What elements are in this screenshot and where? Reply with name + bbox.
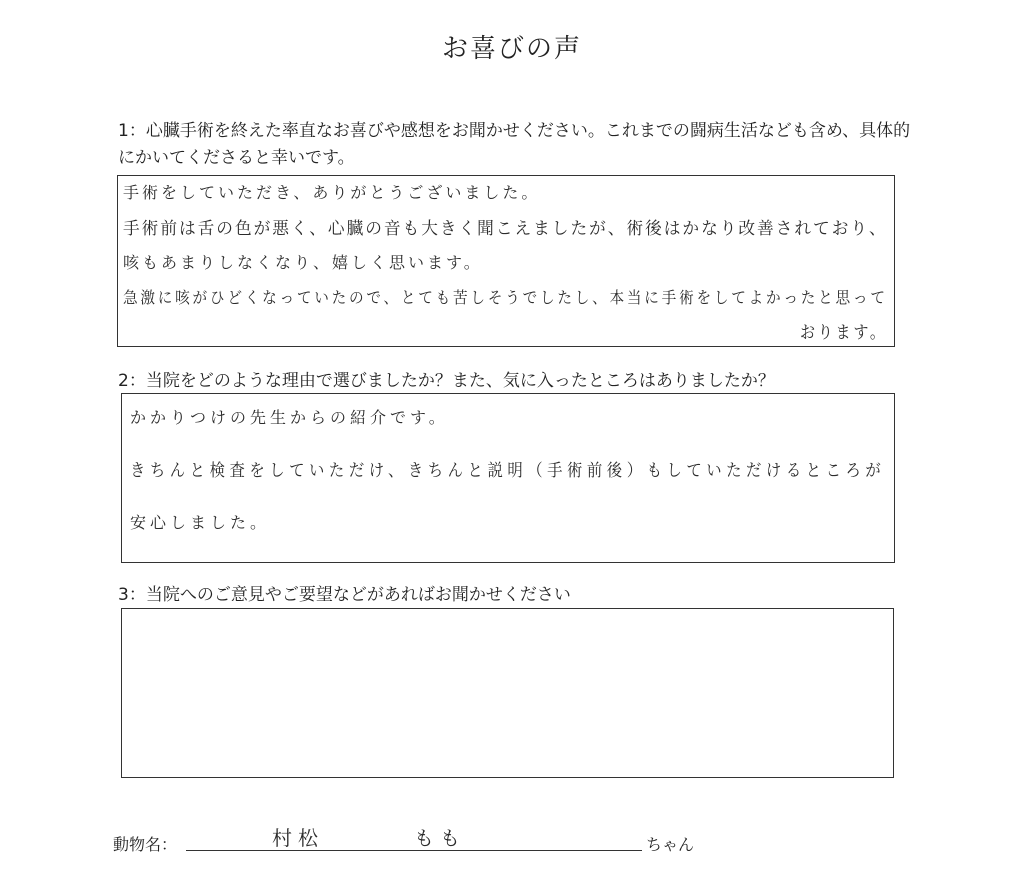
answer-2-line-2: きちんと検査をしていただけ、きちんと説明（手術前後）もしていただけるところが	[130, 461, 886, 481]
answer-1-line-2: 手術前は舌の色が悪く、心臓の音も大きく聞こえましたが、術後はかなり改善されており、	[123, 219, 888, 239]
animal-name-label: 動物名：	[113, 835, 178, 854]
answer-1-line-3: 咳もあまりしなくなり、嬉しく思います。	[123, 253, 483, 272]
question-2-label: 2：当院をどのような理由で選びましたか？また、気に入ったところはありましたか？	[118, 371, 775, 391]
answer-1-line-5: おります。	[800, 323, 888, 343]
page-title: お喜びの声	[441, 34, 582, 64]
answer-box-3	[121, 608, 894, 778]
pet-name: もも	[414, 826, 466, 850]
name-suffix: ちゃん	[646, 835, 695, 854]
answer-1-line-4: 急激に咳がひどくなっていたので、とても苦しそうでしたし、本当に手術をしてよかったと思って	[123, 288, 888, 307]
owner-surname: 村松	[272, 826, 324, 850]
answer-2-line-3: 安心しました。	[130, 513, 271, 532]
answer-2-line-1: かかりつけの先生からの紹介です。	[130, 408, 449, 427]
question-3-label: 3：当院へのご意見やご要望などがあればお聞かせください	[118, 585, 571, 605]
answer-1-line-1: 手術をしていただき、ありがとうございました。	[123, 183, 541, 202]
question-1-label: 1：心臓手術を終えた率直なお喜びや感想をお聞かせください。これまでの闘病生活なども含め、具体的にかいてくださると幸いです。	[118, 121, 911, 168]
